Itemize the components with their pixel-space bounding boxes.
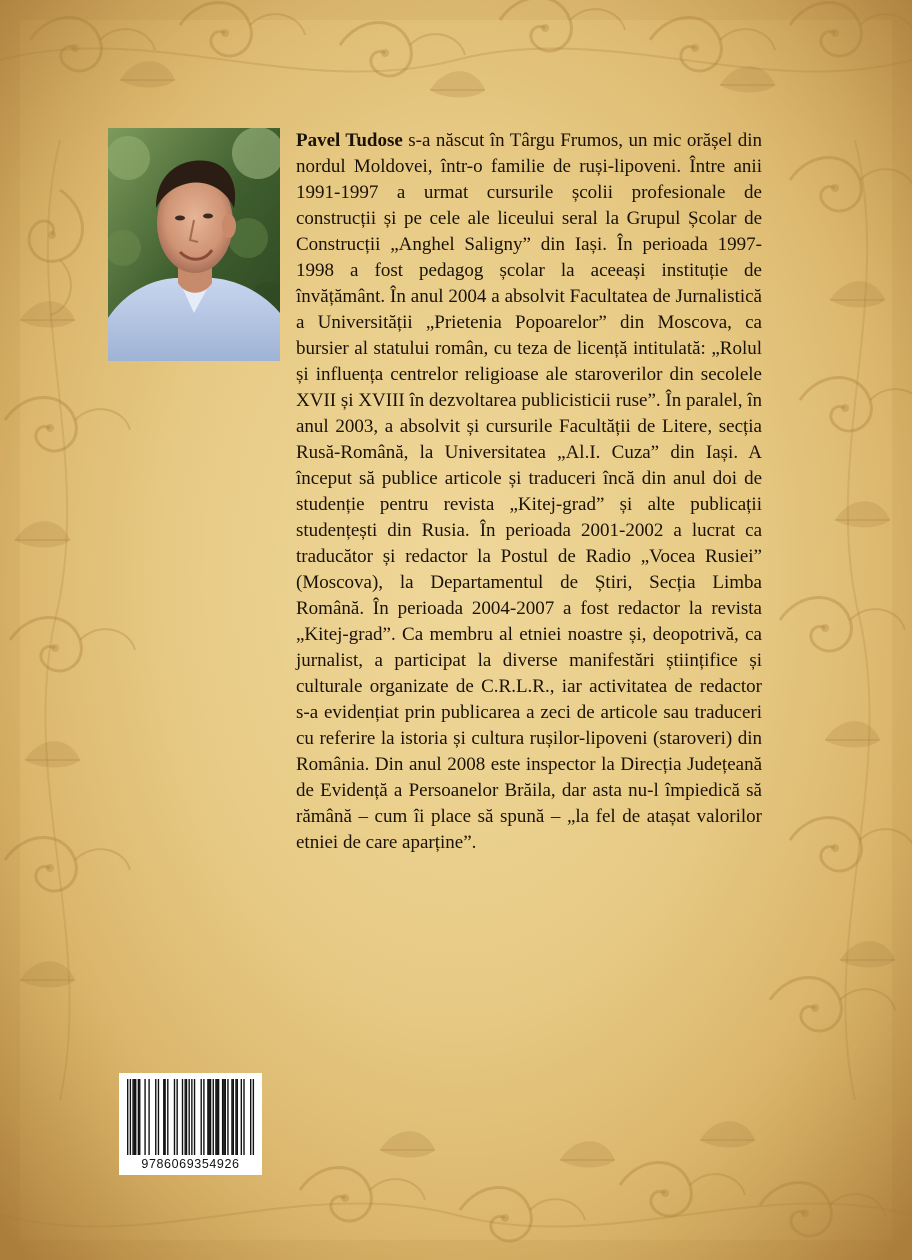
barcode-bar: [222, 1079, 223, 1155]
barcode-bar: [215, 1079, 216, 1155]
barcode-bar: [135, 1079, 136, 1155]
barcode-bar: [241, 1079, 242, 1155]
barcode-bar: [243, 1079, 244, 1155]
barcode-bar: [167, 1079, 168, 1155]
barcode-bar: [225, 1079, 226, 1155]
barcode-bar: [132, 1079, 133, 1155]
author-name: Pavel Tudose: [296, 130, 403, 151]
barcode-bar: [213, 1079, 214, 1155]
barcode-bar: [127, 1079, 128, 1155]
barcode-bar: [155, 1079, 156, 1155]
barcode-bar: [201, 1079, 202, 1155]
barcode-bar: [217, 1079, 218, 1155]
barcode-bar: [148, 1079, 149, 1155]
barcode-bar: [203, 1079, 204, 1155]
barcode-bar: [191, 1079, 192, 1155]
barcode-bar: [194, 1079, 195, 1155]
author-biography: [296, 128, 762, 856]
barcode-bar: [174, 1079, 175, 1155]
barcode-bar: [253, 1079, 254, 1155]
barcode-bar: [158, 1079, 159, 1155]
barcode-bar: [184, 1079, 185, 1155]
barcode-bars: [119, 1073, 262, 1157]
isbn-number: 9786069354926: [141, 1157, 240, 1171]
barcode-bar: [138, 1079, 139, 1155]
barcode-bar: [227, 1079, 228, 1155]
biography-text: s-a născut în Târgu Frumos, un mic orășel din nordul Moldovei, într-o familie de ruși-lipoveni. Între anii 1991-1997 a urmat cursurile școlii profesionale de construcții și pe cele ale liceului seral la Grupul Școlar de Construcții „Anghel Saligny” din Iași. În perioada 1997-1998 a fost pedagog școlar la aceeași instituție de învățământ. În anul 2004 a absolvit Facultatea de Jurnalistică a Universității „Prietenia Popoarelor” din Moscova, ca bursier al statului român, cu teza de licență intitulată: „Rolul și influența centrelor religioase ale staroverilor din secolele XVII și XVIII în dezvoltarea publicisticii ruse”. În paralel, în anul 2003, a absolvit și cursurile Facultății de Litere, secția Rusă-Română, la Universitatea „Al.I. Cuza” din Iași. A început să publice articole și traduceri încă din anul doi de studenție pentru revista „Kitej-grad” și alte publicații studențești din Rusia. În perioada 2001-2002 a lucrat ca traducător și redactor la Postul de Radio „Vocea Rusiei” (Moscova), la Departamentul de Știri, Secția Limba Română. În perioada 2004-2007 a fost redactor la revista „Kitej-grad”. Ca membru al etniei noastre și, deopotrivă, ca jurnalist, a participat la diverse manifestări științifice și culturale organizate de C.R.L.R., iar activitatea de redactor s-a evidențiat prin publicarea a zeci de articole sau traduceri cu referire la istoria și cultura rușilor-lipoveni (staroveri) din România. Din anul 2008 este inspector la Direcția Județeană de Evidență a Persoanelor Brăila, dar asta nu-l împiedică să rămână – cum îi place să spună – „la fel de atașat valorilor etniei de care aparține”.: [296, 130, 762, 853]
barcode-bar: [188, 1079, 189, 1155]
barcode-bar: [186, 1079, 187, 1155]
barcode-bar: [231, 1079, 232, 1155]
barcode-bar: [139, 1079, 140, 1155]
barcode-bar: [235, 1079, 236, 1155]
barcode-bar: [237, 1079, 238, 1155]
isbn-barcode: [119, 1073, 262, 1175]
barcode-bar: [250, 1079, 251, 1155]
barcode-bar: [207, 1079, 208, 1155]
barcode-bar: [233, 1079, 234, 1155]
barcode-bar: [210, 1079, 211, 1155]
barcode-bar: [144, 1079, 145, 1155]
barcode-bar: [209, 1079, 210, 1155]
barcode-bar: [176, 1079, 177, 1155]
barcode-bar: [182, 1079, 183, 1155]
barcode-bar: [134, 1079, 135, 1155]
barcode-bar: [223, 1079, 224, 1155]
barcode-bar: [130, 1079, 131, 1155]
barcode-bar: [163, 1079, 164, 1155]
barcode-bar: [218, 1079, 219, 1155]
author-photo: [108, 128, 280, 361]
barcode-bar: [164, 1079, 165, 1155]
